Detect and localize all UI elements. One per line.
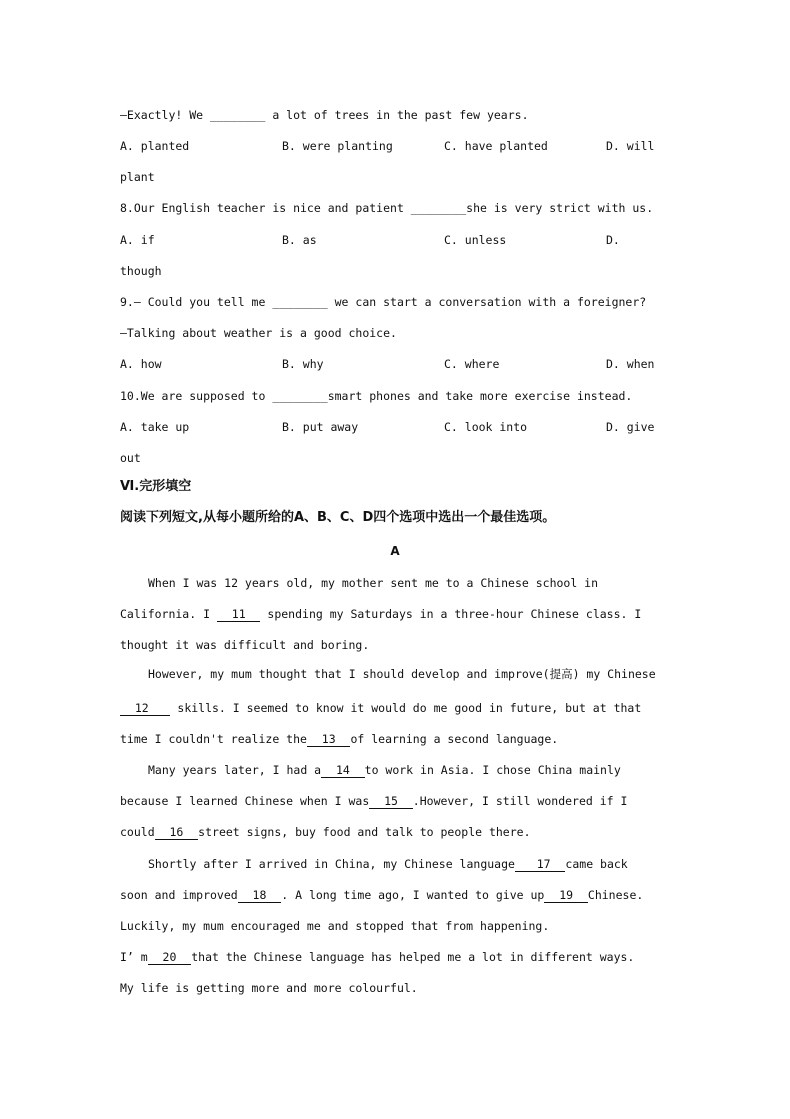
q10-option-d-wrap: out (120, 451, 141, 465)
q9-option-b: B. why (282, 357, 324, 371)
q10-option-c: C. look into (444, 420, 528, 434)
blank-16: 16 (155, 825, 198, 839)
blank-12: 12 (121, 701, 170, 715)
q8-option-d: D. (606, 233, 620, 247)
passage-line: When I was 12 years old, my mother sent me to a Chinese school in (148, 576, 599, 590)
passage-label: A (390, 544, 400, 558)
blank-13: 13 (307, 732, 350, 746)
passage-line: Shortly after I arrived in China, my Chinese language 17 came back (148, 857, 628, 871)
blank-11: 11 (217, 607, 260, 621)
passage-line: thought it was difficult and boring. (120, 638, 370, 652)
q10-option-b: B. put away (282, 420, 359, 434)
q8-option-d-wrap: though (120, 264, 162, 278)
q7-option-a: A. planted (120, 139, 190, 153)
q7-option-d: D. will (606, 139, 655, 153)
passage-line: My life is getting more and more colourful. (120, 981, 418, 995)
q9-option-a: A. how (120, 357, 162, 371)
blank-15: 15 (370, 794, 412, 808)
passage-line: time I couldn't realize the 13 of learning a second language. (120, 732, 559, 746)
q10-option-d: D. give (606, 420, 655, 434)
passage-line: could 16 street signs, buy food and talk to people there. (120, 825, 531, 839)
blank-17: 17 (515, 857, 565, 871)
blank-20: 20 (148, 950, 191, 964)
q7-option-c: C. have planted (444, 139, 548, 153)
passage-line: because I learned Chinese when I was 15 .However, I still wondered if I (120, 794, 628, 808)
passage-line: California. I 11 spending my Saturdays in a three-hour Chinese class. I (120, 607, 642, 621)
section-instruction: 阅读下列短文,从每小题所给的A、B、C、D四个选项中选出一个最佳选项。 (120, 510, 556, 525)
q8-option-c: C. unless (444, 233, 507, 247)
passage-line: soon and improved 18 . A long time ago, I wanted to give up 19 Chinese. (120, 888, 644, 902)
q8-option-a: A. if (120, 233, 155, 247)
question-7-stem: —Exactly! We ________ a lot of trees in the past few years. (120, 108, 529, 122)
q7-option-d-wrap: plant (120, 170, 155, 184)
section-title: Ⅵ.完形填空 (120, 479, 192, 494)
blank-18: 18 (238, 888, 281, 902)
passage-line: 12 skills. I seemed to know it would do me good in future, but at that (121, 701, 642, 715)
question-9-stem: 9.— Could you tell me ________ we can start a conversation with a foreigner? (120, 295, 647, 309)
passage-line: However, my mum thought that I should develop and improve(提高) my Chinese (148, 667, 656, 681)
q9-option-d: D. when (606, 357, 655, 371)
question-9-answer: —Talking about weather is a good choice. (120, 326, 397, 340)
question-10-stem: 10.We are supposed to ________smart phones and take more exercise instead. (120, 389, 633, 403)
blank-19: 19 (545, 888, 587, 902)
q7-option-b: B. were planting (282, 139, 393, 153)
q9-option-c: C. where (444, 357, 500, 371)
passage-line: Many years later, I had a 14 to work in Asia. I chose China mainly (148, 763, 621, 777)
passage-line: I’ m 20 that the Chinese language has helped me a lot in different ways. (120, 950, 635, 964)
passage-line: Luckily, my mum encouraged me and stopped that from happening. (120, 919, 550, 933)
question-8-stem: 8.Our English teacher is nice and patient ________she is very strict with us. (120, 201, 654, 215)
q8-option-b: B. as (282, 233, 317, 247)
blank-14: 14 (322, 763, 364, 777)
q10-option-a: A. take up (120, 420, 190, 434)
